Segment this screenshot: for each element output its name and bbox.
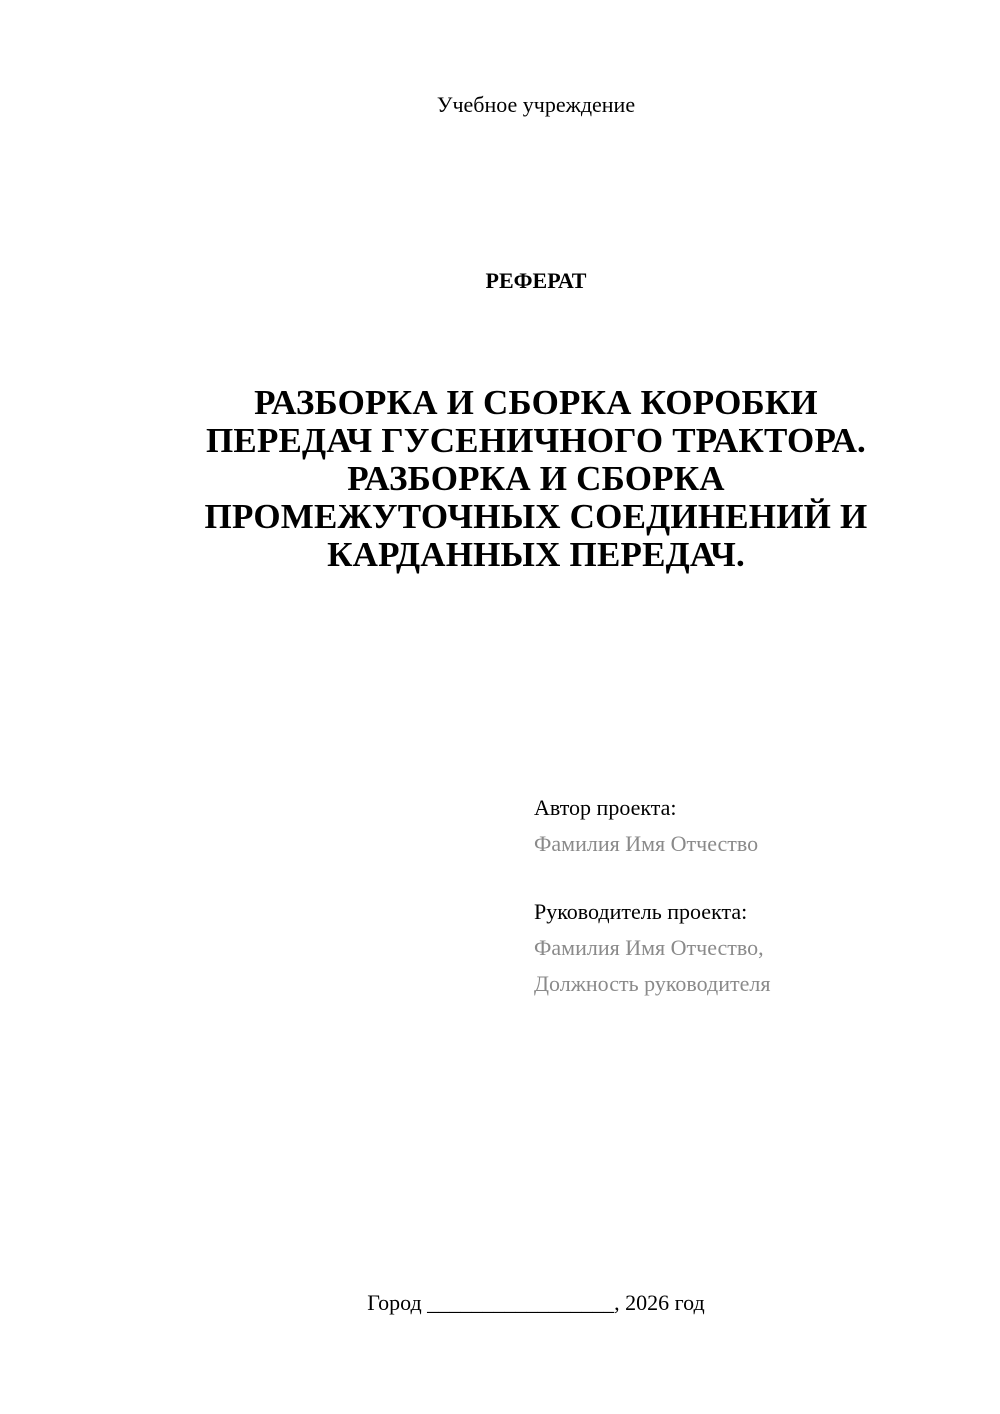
title-line: ПРОМЕЖУТОЧНЫХ СОЕДИНЕНИЙ И	[204, 497, 868, 536]
document-type: РЕФЕРАТ	[485, 268, 587, 293]
author-label: Автор проекта:	[534, 795, 677, 820]
title-line: ПЕРЕДАЧ ГУСЕНИЧНОГО ТРАКТОРА.	[205, 421, 867, 460]
supervisor-name: Фамилия Имя Отчество,	[534, 935, 764, 960]
title-line: КАРДАННЫХ ПЕРЕДАЧ.	[327, 535, 745, 574]
author-name: Фамилия Имя Отчество	[534, 831, 759, 856]
credits-block	[534, 790, 770, 1002]
supervisor-position: Должность руководителя	[534, 971, 771, 996]
institution-name: Учебное учреждение	[436, 92, 636, 117]
credits-spacer	[534, 862, 770, 894]
title-line: РАЗБОРКА И СБОРКА	[347, 459, 725, 498]
document-title	[100, 384, 972, 574]
supervisor-label: Руководитель проекта:	[534, 899, 748, 924]
title-line: РАЗБОРКА И СБОРКА КОРОБКИ	[254, 383, 818, 422]
city-year-line: Город _________________, 2026 год	[367, 1290, 705, 1315]
